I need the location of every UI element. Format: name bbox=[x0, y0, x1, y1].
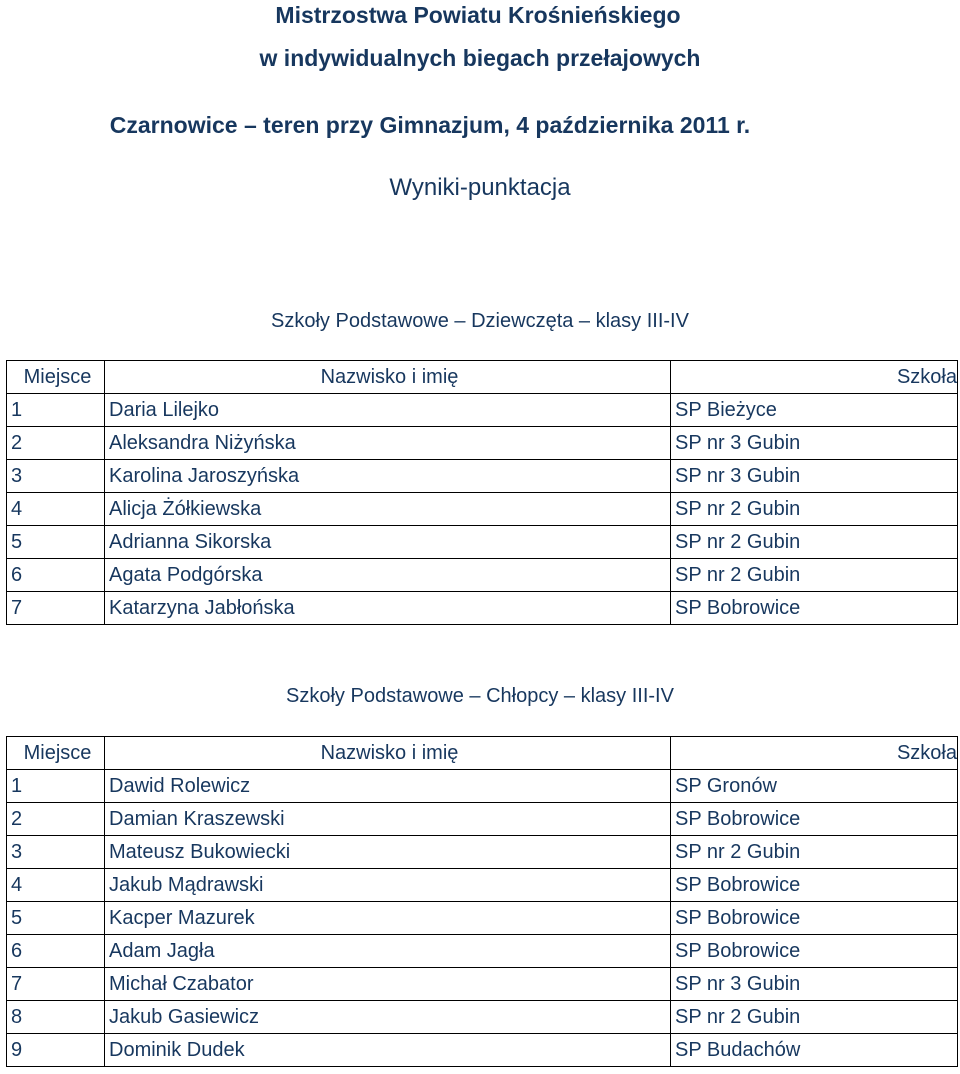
column-header-place: Miejsce bbox=[7, 361, 105, 394]
table-row bbox=[7, 526, 958, 559]
document-title: Mistrzostwa Powiatu Krośnieńskiego bbox=[275, 2, 681, 28]
cell-school: SP Bobrowice bbox=[671, 803, 958, 836]
cell-school: SP Bobrowice bbox=[671, 869, 958, 902]
cell-school: SP Bobrowice bbox=[671, 592, 958, 625]
cell-name: Damian Kraszewski bbox=[105, 803, 671, 836]
cell-name: Dawid Rolewicz bbox=[105, 770, 671, 803]
cell-place: 8 bbox=[7, 1001, 105, 1034]
cell-name: Kacper Mazurek bbox=[105, 902, 671, 935]
table-row bbox=[7, 836, 958, 869]
cell-place: 2 bbox=[7, 803, 105, 836]
cell-name: Michał Czabator bbox=[105, 968, 671, 1001]
column-header-school: Szkoła bbox=[671, 737, 958, 770]
cell-name: Jakub Mądrawski bbox=[105, 869, 671, 902]
cell-name: Alicja Żółkiewska bbox=[105, 493, 671, 526]
cell-place: 5 bbox=[7, 902, 105, 935]
cell-place: 9 bbox=[7, 1034, 105, 1067]
cell-school: SP Gronów bbox=[671, 770, 958, 803]
cell-name: Adrianna Sikorska bbox=[105, 526, 671, 559]
table-row bbox=[7, 803, 958, 836]
cell-name: Dominik Dudek bbox=[105, 1034, 671, 1067]
table-header-row bbox=[7, 361, 958, 394]
cell-place: 4 bbox=[7, 869, 105, 902]
table-row bbox=[7, 394, 958, 427]
table-row bbox=[7, 1034, 958, 1067]
cell-school: SP Bobrowice bbox=[671, 935, 958, 968]
cell-place: 7 bbox=[7, 968, 105, 1001]
cell-school: SP nr 2 Gubin bbox=[671, 559, 958, 592]
cell-name: Jakub Gasiewicz bbox=[105, 1001, 671, 1034]
cell-school: SP Bieżyce bbox=[671, 394, 958, 427]
cell-school: SP nr 2 Gubin bbox=[671, 836, 958, 869]
column-header-place: Miejsce bbox=[7, 737, 105, 770]
document-title-line2: w indywidualnych biegach przełajowych bbox=[259, 45, 701, 71]
cell-school: SP Budachów bbox=[671, 1034, 958, 1067]
cell-name: Adam Jagła bbox=[105, 935, 671, 968]
cell-school: SP nr 3 Gubin bbox=[671, 427, 958, 460]
table-row bbox=[7, 1001, 958, 1034]
results-table-girls bbox=[6, 360, 958, 625]
cell-place: 6 bbox=[7, 935, 105, 968]
cell-school: SP nr 2 Gubin bbox=[671, 493, 958, 526]
table-body bbox=[7, 394, 958, 625]
cell-place: 3 bbox=[7, 836, 105, 869]
table-row bbox=[7, 770, 958, 803]
cell-place: 1 bbox=[7, 394, 105, 427]
results-table-boys bbox=[6, 736, 958, 1067]
table-row bbox=[7, 427, 958, 460]
cell-place: 4 bbox=[7, 493, 105, 526]
column-header-name: Nazwisko i imię bbox=[105, 361, 671, 394]
table-row bbox=[7, 559, 958, 592]
results-subtitle: Wyniki-punktacja bbox=[389, 174, 571, 201]
cell-name: Katarzyna Jabłońska bbox=[105, 592, 671, 625]
table-row bbox=[7, 869, 958, 902]
table-row bbox=[7, 935, 958, 968]
cell-name: Aleksandra Niżyńska bbox=[105, 427, 671, 460]
table-row bbox=[7, 493, 958, 526]
section-title-boys: Szkoły Podstawowe – Chłopcy – klasy III-IV bbox=[286, 685, 674, 707]
cell-name: Daria Lilejko bbox=[105, 394, 671, 427]
cell-place: 2 bbox=[7, 427, 105, 460]
cell-school: SP nr 2 Gubin bbox=[671, 526, 958, 559]
column-header-school: Szkoła bbox=[671, 361, 958, 394]
cell-school: SP nr 3 Gubin bbox=[671, 968, 958, 1001]
cell-school: SP Bobrowice bbox=[671, 902, 958, 935]
venue-date: Czarnowice – teren przy Gimnazjum, 4 października 2011 r. bbox=[109, 112, 751, 138]
column-header-name: Nazwisko i imię bbox=[105, 737, 671, 770]
table-body bbox=[7, 770, 958, 1067]
section-title-girls: Szkoły Podstawowe – Dziewczęta – klasy III-IV bbox=[271, 310, 689, 332]
cell-name: Agata Podgórska bbox=[105, 559, 671, 592]
table-row bbox=[7, 968, 958, 1001]
cell-name: Karolina Jaroszyńska bbox=[105, 460, 671, 493]
cell-school: SP nr 2 Gubin bbox=[671, 1001, 958, 1034]
cell-name: Mateusz Bukowiecki bbox=[105, 836, 671, 869]
table-row bbox=[7, 902, 958, 935]
table-row bbox=[7, 592, 958, 625]
cell-school: SP nr 3 Gubin bbox=[671, 460, 958, 493]
cell-place: 3 bbox=[7, 460, 105, 493]
table-header-row bbox=[7, 737, 958, 770]
cell-place: 1 bbox=[7, 770, 105, 803]
cell-place: 6 bbox=[7, 559, 105, 592]
cell-place: 5 bbox=[7, 526, 105, 559]
cell-place: 7 bbox=[7, 592, 105, 625]
table-row bbox=[7, 460, 958, 493]
